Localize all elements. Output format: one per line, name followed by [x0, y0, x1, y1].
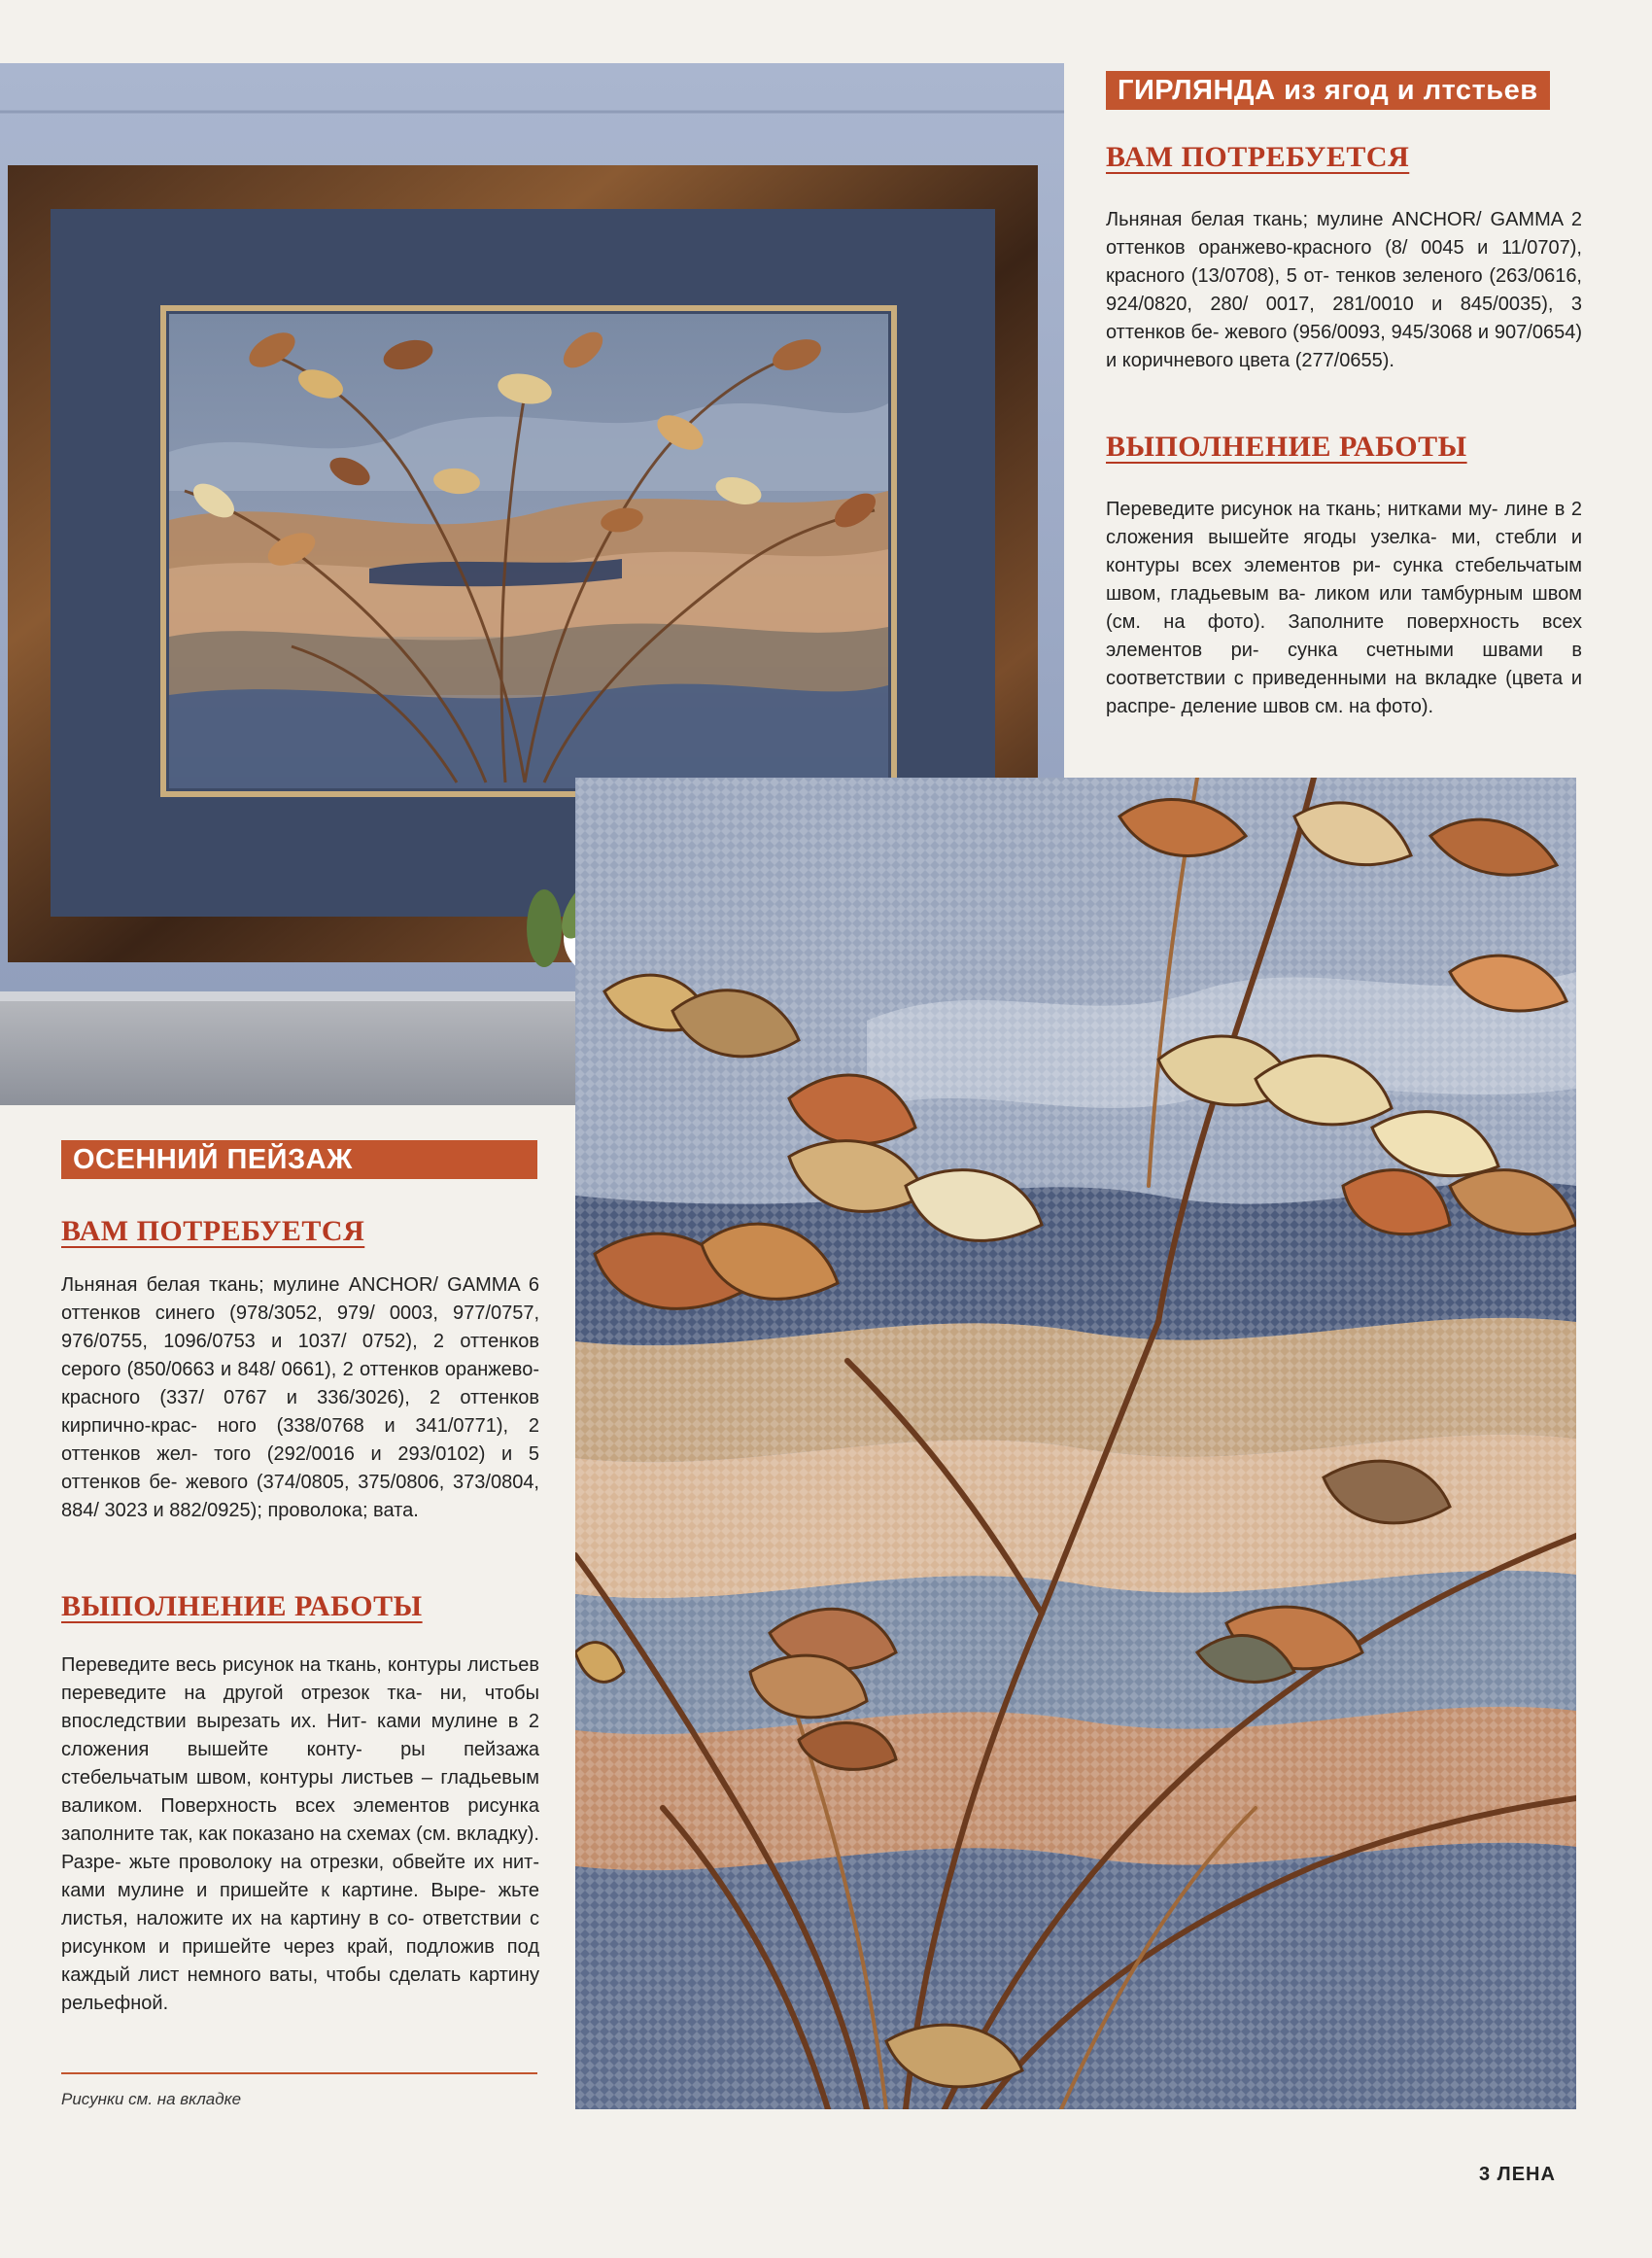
figure-caption: Рисунки см. на вкладке [61, 2090, 242, 2108]
page-folio: 3 ЛЕНА [1479, 2164, 1556, 2185]
garland-work-heading: ВЫПОЛНЕНИЕ РАБОТЫ [1106, 431, 1467, 463]
caption-divider [61, 2072, 537, 2074]
autumn-work-heading: ВЫПОЛНЕНИЕ РАБОТЫ [61, 1590, 423, 1622]
autumn-needs-heading: ВАМ ПОТРЕБУЕТСЯ [61, 1215, 365, 1247]
embroidery-closeup-photo [575, 778, 1576, 2109]
garland-needs-heading: ВАМ ПОТРЕБУЕТСЯ [1106, 141, 1410, 173]
autumn-work-text: Переведите весь рисунок на ткань, контуры листьев переведите на другой отрезок тка- ни, чтобы впоследствии вырезать их. Нит- ками мулине в 2 сложения вышейте конту- ры пейзажа стебельчатым швом, контуры листьев – гладьевым валиком. Поверхность всех элементов рисунка заполните так, как показано на схемах (см. вкладку). Разре- жьте проволоку на отрезки, обвейте их нит- ками мулине и пришейте к картине. Выре- жьте листья, наложите их на картину в со- ответствии с рисунком и пришейте через край, подложив под каждый лист немного ваты, чтобы сделать картину рельефной. [61, 1654, 539, 2014]
garland-work-text: Переведите рисунок на ткань; нитками му- лине в 2 сложения вышейте ягоды узелка- ми, стебли и контуры всех элементов ри- сунка стебельчатым швом, гладьевым ва- ликом или тамбурным швом (см. на фото). Заполните поверхность всех элементов ри- сунка счетными швами в соответствии с приведенными на вкладке (цвета и распре- деление швов см. на фото). [1106, 499, 1582, 717]
garland-needs-text: Льняная белая ткань; мулине ANCHOR/ GAMMA 2 оттенков оранжево-красного (8/ 0045 и 11/0707), красного (13/0708), 5 от- тенков зеленого (263/0616, 924/0820, 280/ 0017, 281/0010 и 845/0035), 3 оттенков бе- жевого (956/0093, 945/3068 и 907/0654) и коричневого цвета (277/0655). [1106, 209, 1582, 371]
autumn-needs-text: Льняная белая ткань; мулине ANCHOR/ GAMMA 6 оттенков синего (978/3052, 979/ 0003, 977/0757, 976/0755, 1096/0753 и 1037/ 0752), 2 оттенков серого (850/0663 и 848/ 0661), 2 оттенков оранжево-красного (337/ 0767 и 336/3026), 2 оттенков кирпично-крас- ного (338/0768 и 341/0771), 2 оттенков жел- того (292/0016 и 293/0102) и 5 оттенков бе- жевого (374/0805, 375/0806, 373/0804, 884/ 3023 и 882/0925); проволока; вата. [61, 1274, 539, 1521]
autumn-title-banner: ОСЕННИЙ ПЕЙЗАЖ [61, 1140, 537, 1179]
garland-title-banner: ГИРЛЯНДА из ягод и лтстьев [1106, 71, 1550, 110]
